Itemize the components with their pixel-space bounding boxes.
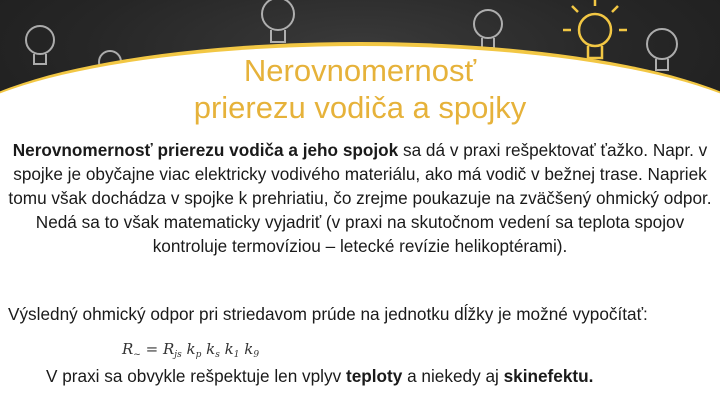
formula-kp: k xyxy=(186,340,196,358)
title-line-1: Nerovnomernosť xyxy=(243,53,477,88)
formula-equals: = xyxy=(145,340,159,358)
paragraph-1-text: sa dá v praxi rešpektovať ťažko. Napr. v spojke je obyčajne viac elektricky vodivého materiálu, ako má vodič v bežnej trase. Napriek tomu však dochádza v spojke k prehriatiu, čo zrejme poukazuje na zväčšený ohmický odpor. Nedá sa to však matematicky vyjadriť (v praxi na skutočnom vedení sa teplota spojov kontroluje termovíziou – letecké revízie helikoptérami). xyxy=(8,140,712,256)
paragraph-1-bold: Nerovnomernosť prierezu vodiča a jeho spojok xyxy=(12,140,399,160)
formula-lhs-sub: ~ xyxy=(133,350,141,360)
formula-lhs: R xyxy=(122,340,134,358)
formula-r-sub: js xyxy=(174,350,182,360)
paragraph-3 xyxy=(46,364,716,388)
resistance-formula xyxy=(122,340,259,360)
formula-kp-sub: p xyxy=(195,350,202,360)
formula-ks-sub: s xyxy=(215,350,220,360)
paragraph-3-bold-temperature: teploty xyxy=(345,366,403,386)
formula-ks: k xyxy=(206,340,216,358)
title-line-2: prierezu vodiča a spojky xyxy=(193,90,527,125)
paragraph-3-mid: a niekedy aj xyxy=(402,366,504,386)
formula-k9: k xyxy=(244,340,254,358)
paragraph-1 xyxy=(8,138,712,258)
formula-k1-sub: 1 xyxy=(233,350,240,360)
formula-r: R xyxy=(162,340,175,358)
formula-k1: k xyxy=(224,340,234,358)
formula-k9-sub: 9 xyxy=(253,350,260,360)
paragraph-3-text: V praxi sa obvykle rešpektuje len vplyv xyxy=(46,366,346,386)
slide-title xyxy=(110,52,610,126)
paragraph-3-bold-skin-effect: skinefektu. xyxy=(503,366,594,386)
paragraph-2: Výsledný ohmický odpor pri striedavom prúde na jednotku dĺžky je možné vypočítať: xyxy=(8,304,648,324)
